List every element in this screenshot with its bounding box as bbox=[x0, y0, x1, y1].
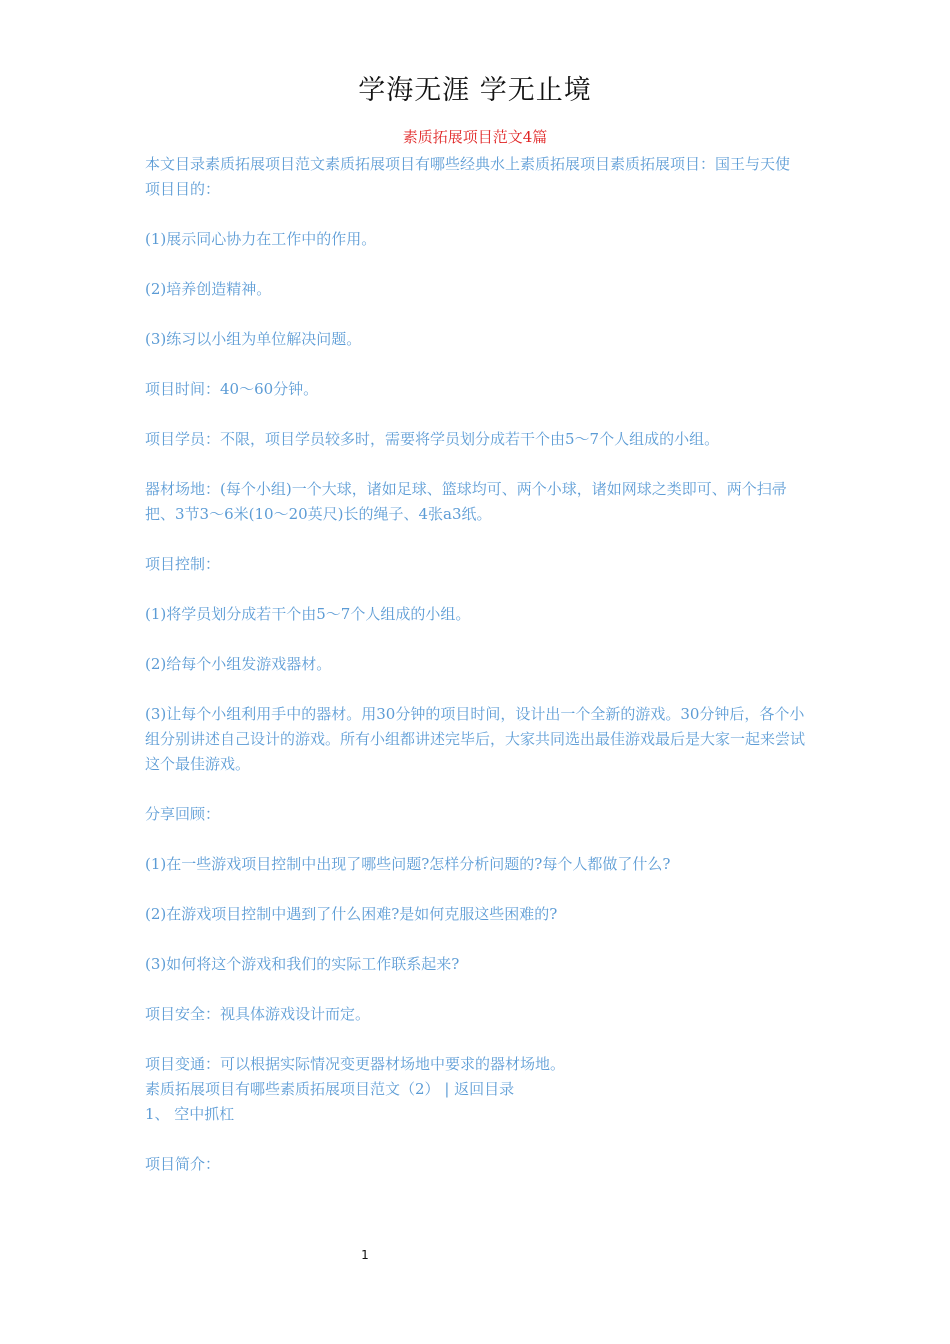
blank-line bbox=[145, 402, 810, 427]
paragraph: (1)将学员划分成若干个由5～7个人组成的小组。 bbox=[145, 605, 471, 623]
blank-line bbox=[145, 452, 810, 477]
paragraph: (1)展示同心协力在工作中的作用。 bbox=[145, 230, 377, 248]
blank-line bbox=[145, 977, 810, 1002]
blank-line bbox=[145, 1127, 810, 1152]
document-title: 素质拓展项目范文4篇 bbox=[402, 128, 548, 146]
paragraph: 本文目录素质拓展项目范文素质拓展项目有哪些经典水上素质拓展项目素质拓展项目：国王与天使 bbox=[145, 155, 791, 173]
blank-line bbox=[145, 252, 810, 277]
paragraph: (2)给每个小组发游戏器材。 bbox=[145, 655, 332, 673]
document-body bbox=[145, 152, 810, 1177]
paragraph: (1)在一些游戏项目控制中出现了哪些问题?怎样分析问题的?每个人都做了什么? bbox=[145, 855, 671, 873]
blank-line bbox=[145, 627, 810, 652]
blank-line bbox=[145, 352, 810, 377]
paragraph: 项目变通：可以根据实际情况变更器材场地中要求的器材场地。 bbox=[145, 1055, 566, 1073]
paragraph: 项目时间：40～60分钟。 bbox=[145, 380, 319, 398]
paragraph: 1、 空中抓杠 bbox=[145, 1105, 235, 1123]
paragraph: 项目简介： bbox=[145, 1155, 221, 1173]
paragraph: 项目目的： bbox=[145, 180, 221, 198]
blank-line bbox=[145, 202, 810, 227]
blank-line bbox=[145, 877, 810, 902]
blank-line bbox=[145, 927, 810, 952]
paragraph: (2)培养创造精神。 bbox=[145, 280, 272, 298]
paragraph: (2)在游戏项目控制中遇到了什么困难?是如何克服这些困难的? bbox=[145, 905, 558, 923]
blank-line bbox=[145, 1027, 810, 1052]
paragraph: (3)如何将这个游戏和我们的实际工作联系起来? bbox=[145, 955, 460, 973]
blank-line bbox=[145, 677, 810, 702]
blank-line bbox=[145, 577, 810, 602]
paragraph: 项目安全：视具体游戏设计而定。 bbox=[145, 1005, 371, 1023]
paragraph: 器材场地：(每个小组)一个大球，诸如足球、篮球均可、两个小球，诸如网球之类即可、两个扫帚把、3节3～6米(10～20英尺)长的绳子、4张a3纸。 bbox=[145, 480, 787, 523]
paragraph: 项目控制： bbox=[145, 555, 221, 573]
section-heading-link[interactable]: 素质拓展项目有哪些素质拓展项目范文（2） | 返回目录 bbox=[145, 1080, 515, 1098]
paragraph: (3)练习以小组为单位解决问题。 bbox=[145, 330, 362, 348]
page-number: 1 bbox=[361, 1248, 369, 1262]
blank-line bbox=[145, 777, 810, 802]
page-header-title: 学海无涯 学无止境 bbox=[358, 75, 592, 106]
blank-line bbox=[145, 827, 810, 852]
paragraph: 分享回顾： bbox=[145, 805, 221, 823]
blank-line bbox=[145, 302, 810, 327]
paragraph: 项目学员：不限，项目学员较多时，需要将学员划分成若干个由5～7个人组成的小组。 bbox=[145, 430, 720, 448]
paragraph: (3)让每个小组利用手中的器材。用30分钟的项目时间，设计出一个全新的游戏。30分钟后，各个小组分别讲述自己设计的游戏。所有小组都讲述完毕后，大家共同选出最佳游戏最后是大家一起来尝试这个最佳游戏。 bbox=[145, 705, 806, 773]
blank-line bbox=[145, 527, 810, 552]
